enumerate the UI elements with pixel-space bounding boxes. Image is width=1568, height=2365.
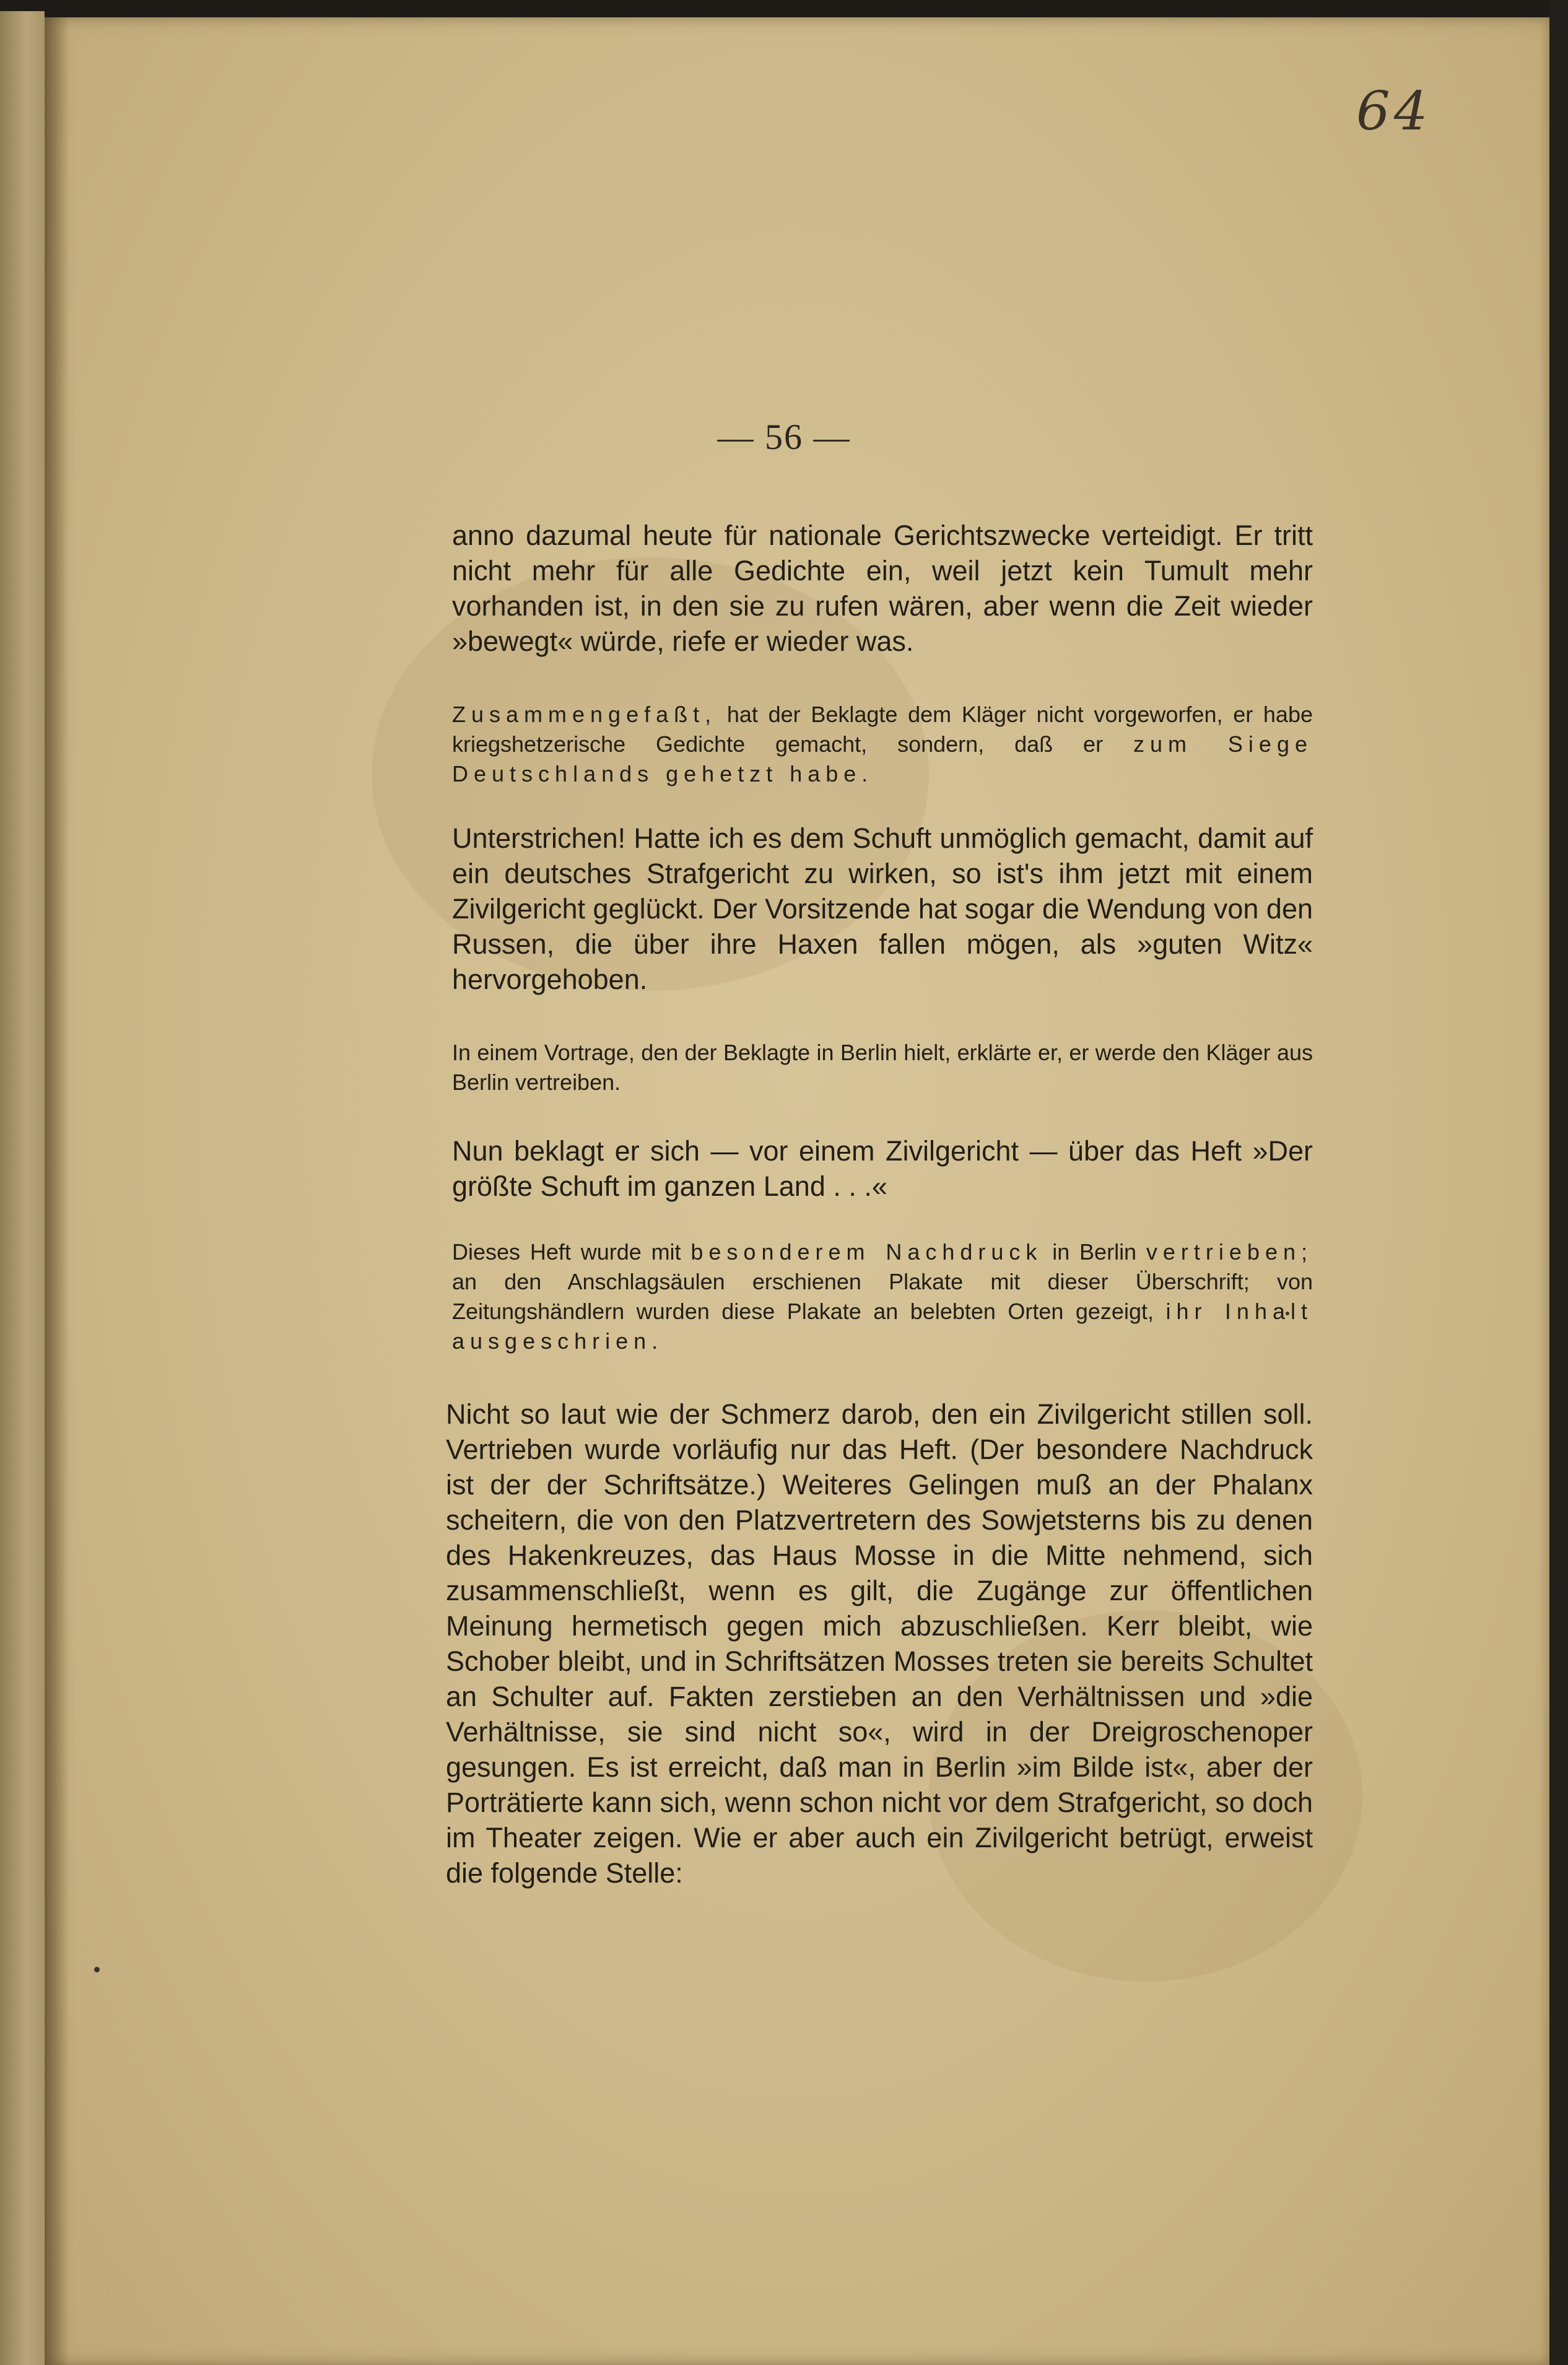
paragraph-text: Nicht so laut wie der Schmerz darob, den ein Zivilgericht stillen soll. Vertrieben wurde vorläufig nur das Heft. (Der besondere Nachdruck ist der der Schriftsätze.) Weiteres Gelingen muß an der Phalanx scheitern, die von den Platzvertretern des Sowjetsterns bis zu denen des Hakenkreuzes, das Haus Mosse in die Mitte nehmend, sich zusammenschließt, wenn es gilt, die Zugänge zur öffentlichen Meinung hermetisch gegen mich abzuschließen. Kerr bleibt, wie Schober bleibt, und in Schriftsätzen Mosses treten sie bereits Schultet an Schulter auf. Fakten zerstieben an den Verhältnissen und »die Verhältnisse, sie sind nicht so«, wird in der Dreigroschenoper gesungen. Es ist erreicht, daß man in Berlin »im Bilde ist«, aber der Porträtierte kann sich, wenn schon nicht vor dem Strafgericht, so doch im Theater zeigen. Wie er aber auch ein Zivilgericht betrügt, erweist die folgende Stelle: bbox=[446, 1398, 1313, 1889]
ink-speck bbox=[94, 1967, 100, 1972]
page-number: — 56 — bbox=[717, 417, 851, 457]
spaced-emphasis: ihr Inhalt ausgeschrien. bbox=[452, 1299, 1313, 1354]
text-run: Dieses Heft wurde mit bbox=[452, 1239, 691, 1265]
paragraph-text bbox=[452, 700, 1313, 789]
facing-page-edge bbox=[0, 11, 45, 2365]
paragraph-7 bbox=[446, 1396, 1313, 1891]
text-run: hat der Beklagte dem Kläger nicht vorgeworfen, er habe kriegshetzerische Gedichte gemacht, sondern, daß er bbox=[452, 702, 1313, 757]
paragraph-text: Unterstrichen! Hatte ich es dem Schuft unmöglich gemacht, damit auf ein deutsches Strafgericht zu wirken, so ist's ihm jetzt mit einem Zivilgericht geglückt. Der Vorsitzende hat sogar die Wendung von den Russen, die über ihre Haxen fallen mögen, als »guten Witz« hervorgehoben. bbox=[452, 822, 1313, 995]
scan-border-top bbox=[0, 0, 1568, 19]
paragraph-text: In einem Vortrage, den der Beklagte in Berlin hielt, erklärte er, er werde den Kläger aus Berlin vertreiben. bbox=[452, 1040, 1313, 1095]
paragraph-text bbox=[452, 1237, 1313, 1356]
paragraph-1 bbox=[452, 518, 1313, 659]
spaced-emphasis: vertrieben; bbox=[1146, 1239, 1313, 1265]
paragraph-2 bbox=[452, 700, 1313, 789]
paragraph-3 bbox=[452, 821, 1313, 997]
paragraph-text: Nun beklagt er sich — vor einem Zivilgericht — über das Heft »Der größte Schuft im ganzen Land . . .« bbox=[452, 1135, 1313, 1202]
paragraph-text: anno dazumal heute für nationale Gerichtszwecke verteidigt. Er tritt nicht mehr für alle Gedichte ein, weil jetzt kein Tumult mehr vorhanden ist, in den sie zu rufen wären, aber wenn die Zeit wieder »bewegt« würde, riefe er wieder was. bbox=[452, 520, 1313, 657]
spine-shadow bbox=[45, 17, 69, 2365]
paragraph-6 bbox=[452, 1237, 1313, 1356]
text-run: an den Anschlagsäulen erschienen Plakate mit dieser Überschrift; von Zeitungshändlern wurden diese Plakate an belebten Orten gezeigt, bbox=[452, 1269, 1313, 1324]
text-run: in Berlin bbox=[1042, 1239, 1146, 1265]
folio-number: 64 bbox=[1356, 81, 1432, 142]
paragraph-5 bbox=[452, 1133, 1313, 1204]
scan-border-right bbox=[1549, 0, 1568, 2365]
paragraph-4 bbox=[452, 1038, 1313, 1097]
spaced-emphasis: besonderem Nachdruck bbox=[690, 1239, 1043, 1265]
spaced-emphasis: Zusammengefaßt, bbox=[452, 702, 717, 727]
spaced-emphasis: zum Siege Deutschlands gehetzt habe. bbox=[452, 731, 1313, 786]
